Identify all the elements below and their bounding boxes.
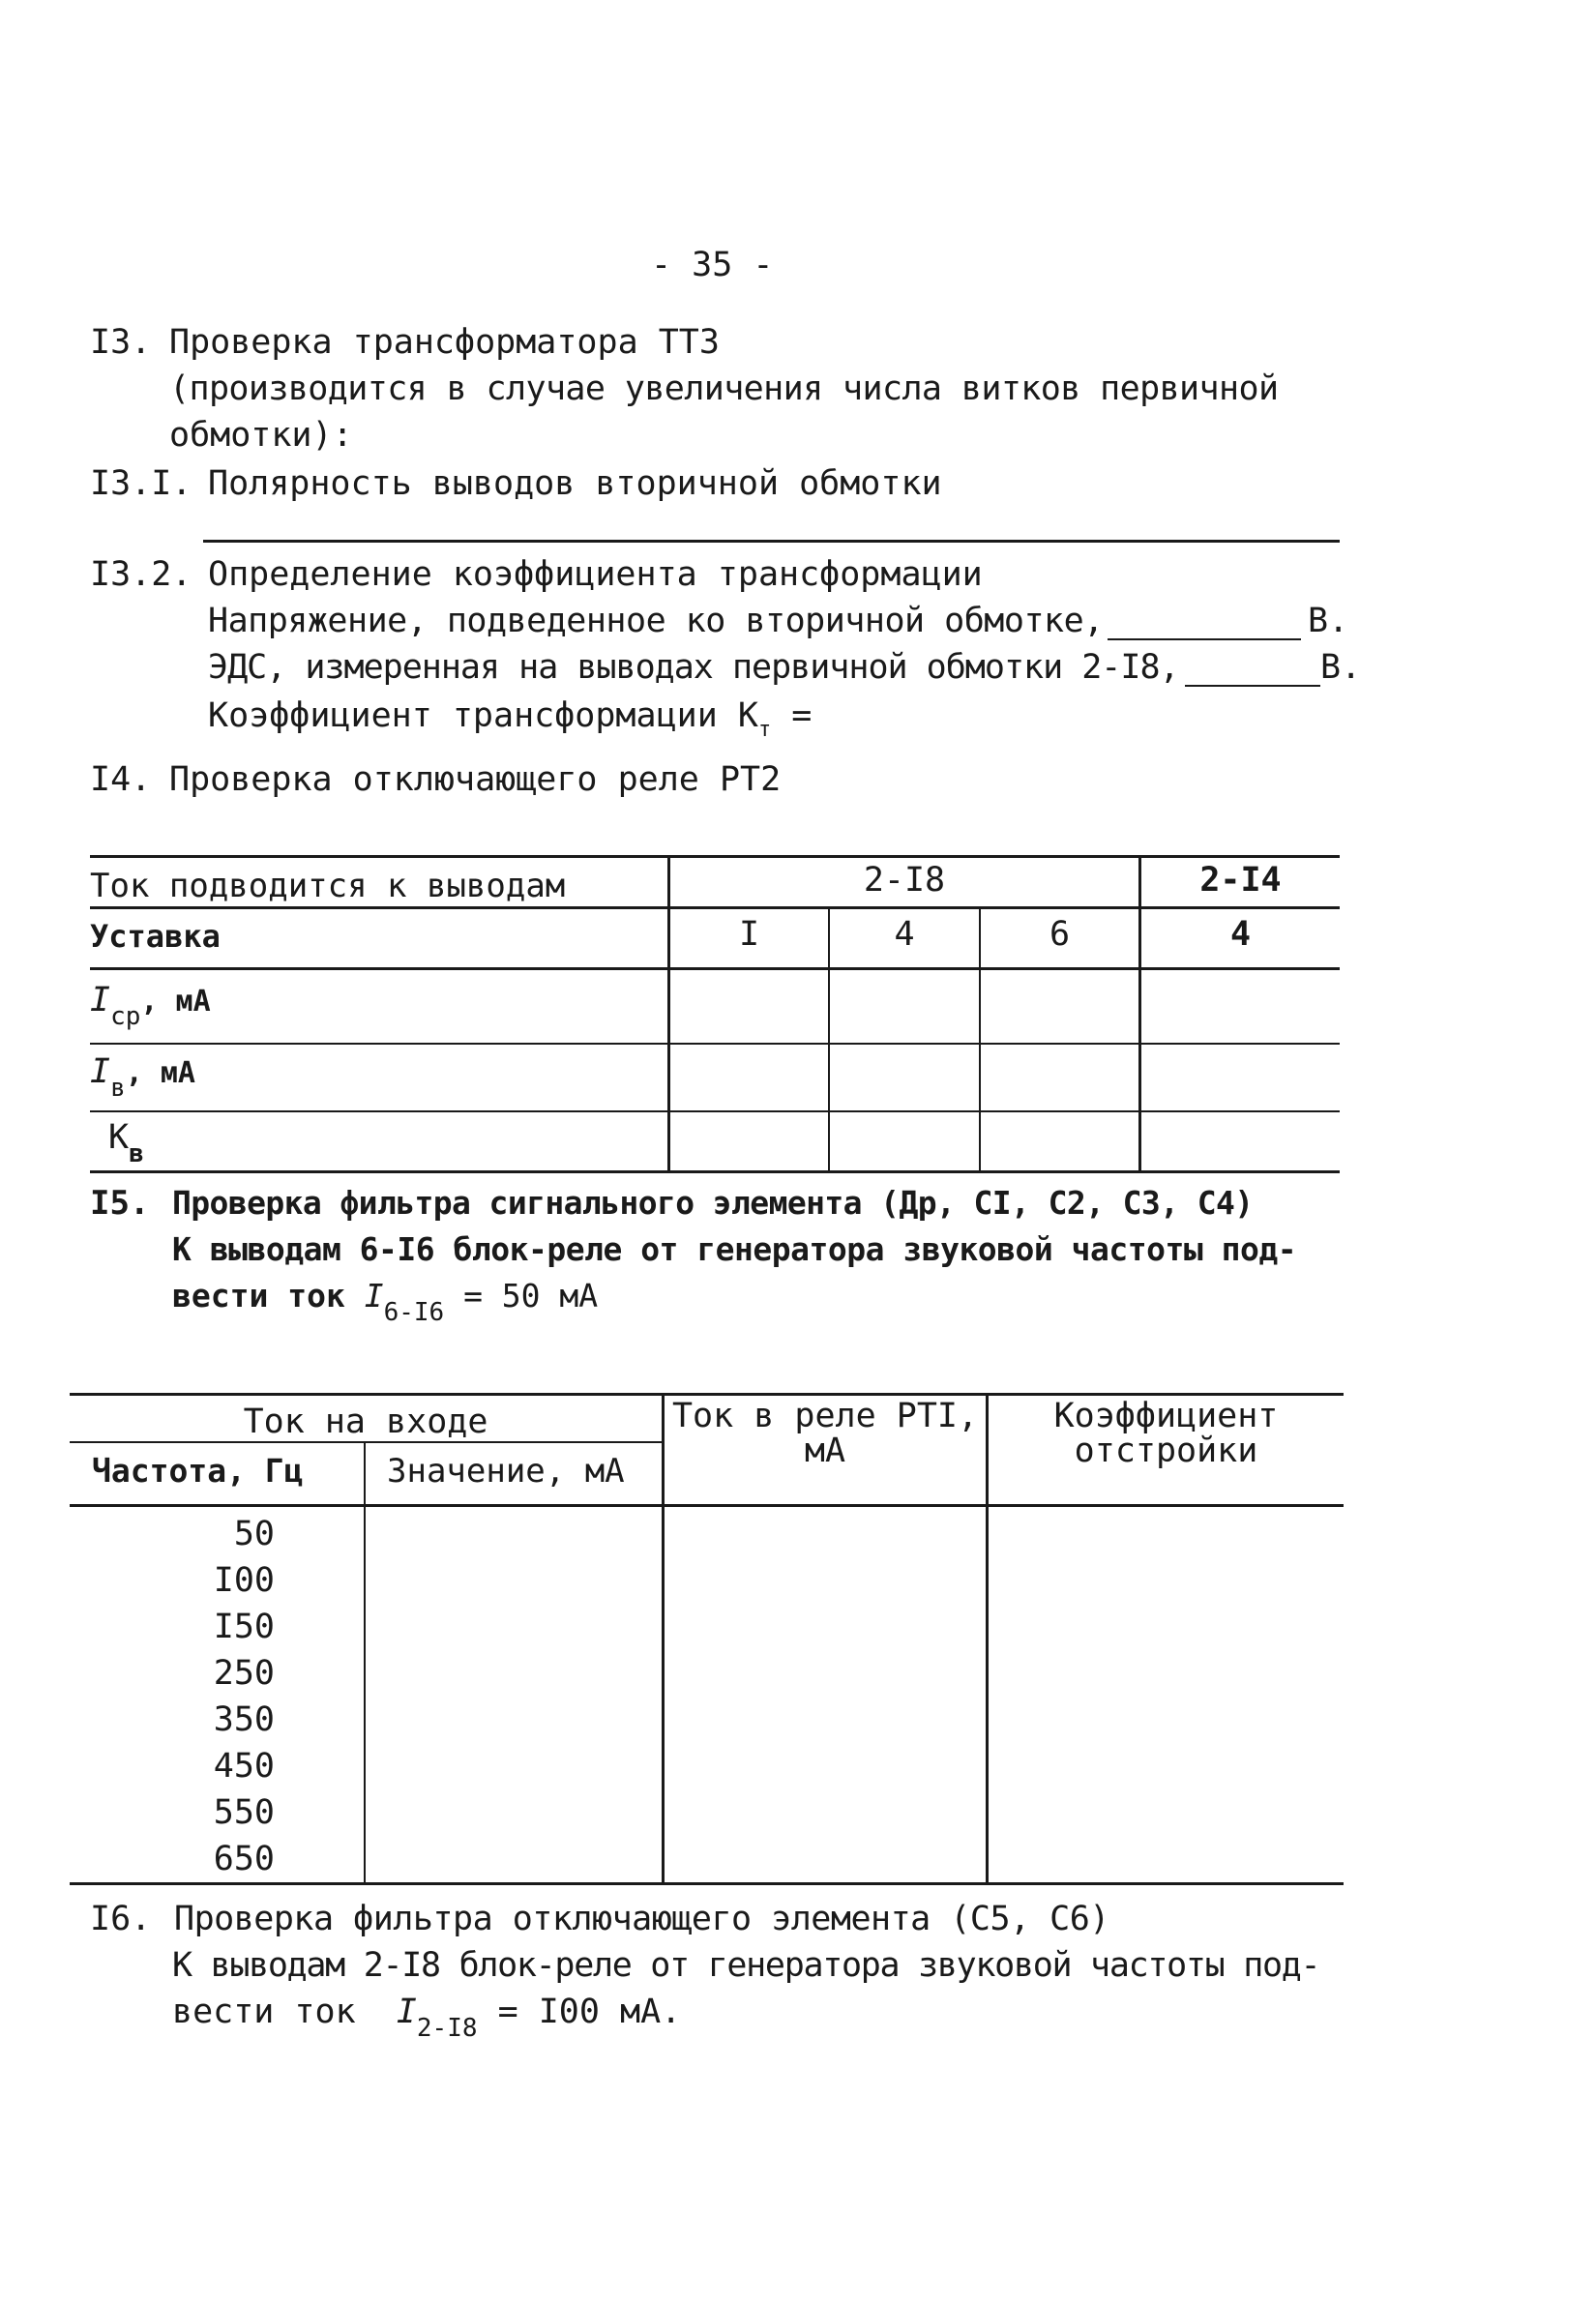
voltage-unit: В.	[1308, 602, 1349, 640]
freq-cell: 250	[213, 1654, 275, 1693]
setting-4: 4	[894, 915, 915, 954]
polarity-answer-line	[203, 540, 1340, 543]
coef-label: Коэффициент трансформации $К_т$ =	[208, 696, 813, 742]
setting-4-b: 4	[1229, 915, 1252, 954]
section-13-line2: (производится в случае увеличения числа витков первичной	[169, 369, 1279, 408]
emf-unit: В.	[1320, 648, 1362, 687]
coef-header: Коэффициент отстройки	[1053, 1397, 1279, 1470]
section-15-line2: К выводам 6-I6 блок-реле от генератора звуковой частоты под-	[172, 1230, 1297, 1268]
input-group-header: Ток на входе	[243, 1403, 488, 1441]
section-16-title: Проверка фильтра отключающего элемента (C5, C6)	[174, 1900, 1109, 1938]
section-16-line3: вести ток $I_{2-I8} = I00$ мА.	[172, 1993, 682, 2043]
emf-blank-line	[1185, 685, 1320, 687]
voltage-blank-line	[1108, 638, 1301, 640]
relay-header: Ток в реле PTI, мА	[671, 1397, 979, 1470]
section-14-number: I4.	[90, 760, 152, 799]
freq-header: Частота, Гц	[92, 1452, 304, 1490]
section-13-1-text: Полярность выводов вторичной обмотки	[208, 464, 942, 503]
section-13-2-number: I3.2.	[90, 555, 192, 594]
value-header: Значение, мА	[387, 1452, 625, 1491]
emf-label: ЭДС, измеренная на выводах первичной обмотки 2-I8,	[208, 648, 1179, 687]
freq-cell: I00	[213, 1561, 275, 1600]
section-16-number: I6.	[90, 1900, 152, 1938]
setting-label: Уставка	[90, 918, 221, 955]
section-13-title: Проверка трансформатора ТТ3	[169, 323, 720, 362]
group-2-14: 2-I4	[1199, 861, 1282, 900]
section-13-2-title: Определение коэффициента трансформации	[208, 555, 983, 594]
freq-cell: 550	[213, 1793, 275, 1832]
section-13-number: I3.	[90, 323, 152, 362]
freq-cell: 350	[213, 1700, 275, 1739]
setting-1: I	[738, 915, 760, 954]
row-ib: $I_в$, мА	[90, 1052, 195, 1103]
section-15-title: Проверка фильтра сигнального элемента (Др, CI, C2, C3, C4)	[172, 1184, 1254, 1222]
section-13-line3: обмотки):	[169, 416, 353, 455]
freq-cell: I50	[213, 1608, 275, 1646]
section-13-1-number: I3.I.	[90, 464, 192, 503]
group-2-18: 2-I8	[863, 861, 946, 900]
freq-cell: 650	[213, 1840, 275, 1878]
freq-cell: 450	[213, 1747, 275, 1786]
section-16-line2: К выводам 2-I8 блок-реле от генератора звуковой частоты под-	[172, 1946, 1320, 1985]
row-icp: $I_{ср}$, мА	[90, 981, 211, 1031]
freq-cell: 50	[233, 1515, 275, 1553]
section-15-line3: вести ток $I_{6-I6} = 50$ мА	[172, 1277, 599, 1327]
setting-6: 6	[1049, 915, 1071, 954]
row-header-label: Ток подводится к выводам	[90, 867, 566, 905]
section-14-title: Проверка отключающего реле РТ2	[169, 760, 782, 799]
section-15-number: I5.	[90, 1184, 150, 1223]
row-kb: $К_в$	[108, 1118, 144, 1168]
page-number: - 35 -	[651, 246, 774, 284]
voltage-label: Напряжение, подведенное ко вторичной обмотке,	[208, 602, 1104, 640]
